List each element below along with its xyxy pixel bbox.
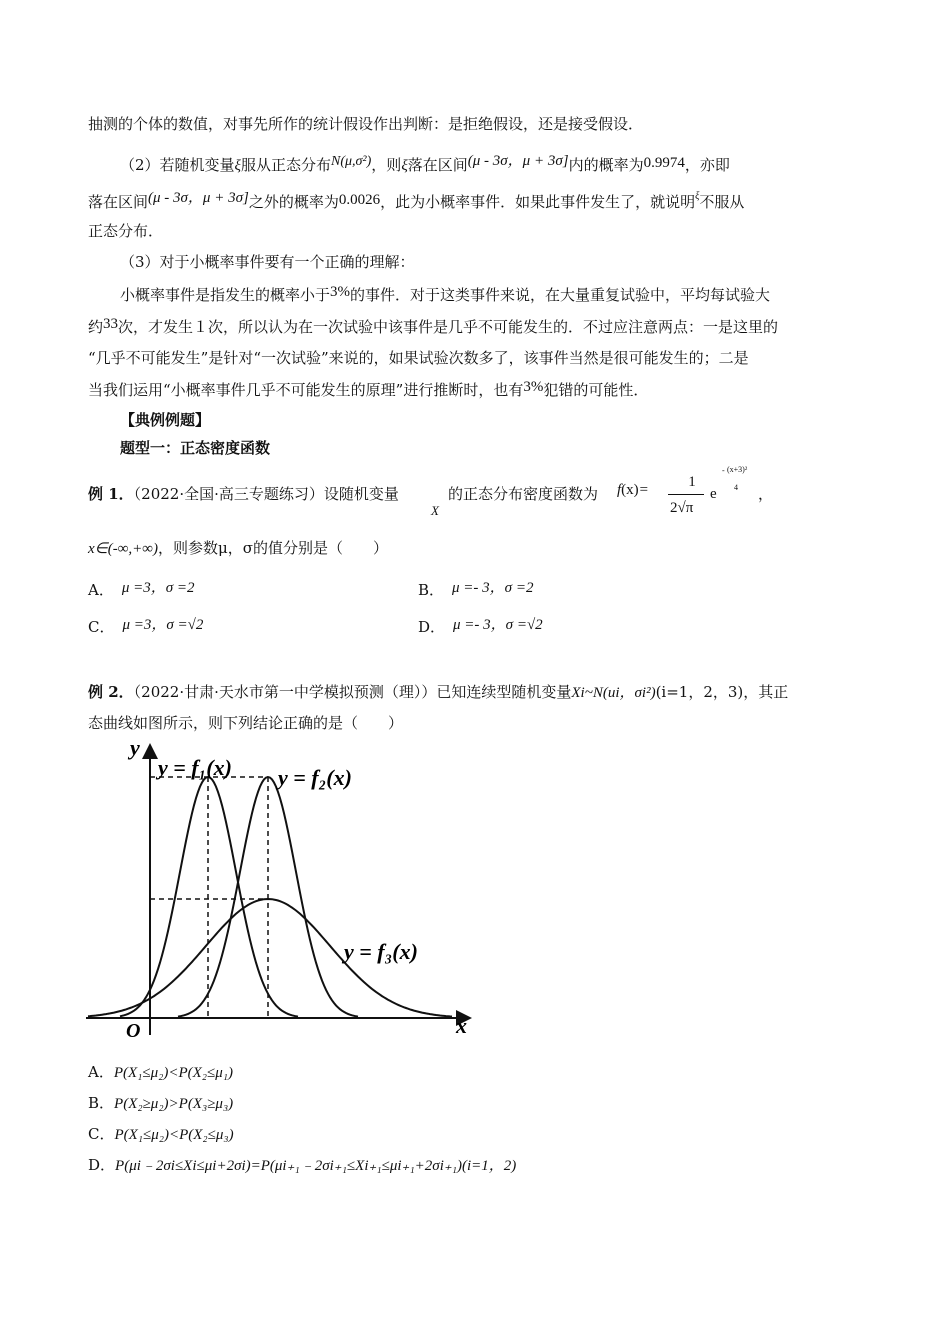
- text: 抽测的个体的数值，对事先所作的统计假设作出判断：是拒绝假设，还是接受假设．: [88, 115, 644, 133]
- text: 犯错的可能性．: [543, 381, 649, 399]
- option-text: P(X₂≥μ₂)>P(X₃≥μ₃): [114, 1096, 234, 1112]
- example-2-line-2: 态曲线如图所示，则下列结论正确的是（ ）: [88, 714, 404, 732]
- text: 的事件．对于这类事件来说，在大量重复试验中，平均每试验大: [350, 286, 771, 304]
- x-axis-label: x: [456, 1013, 467, 1038]
- option-text: μ =3，σ =√2: [122, 617, 204, 633]
- math-xi: ξ: [401, 158, 408, 174]
- math-var-x: X: [431, 503, 439, 518]
- example-1-line-1: [88, 484, 399, 504]
- option-letter: B．: [88, 1094, 115, 1112]
- text: （2）若随机变量: [120, 156, 235, 174]
- option-letter: A．: [88, 581, 114, 599]
- text: 落在区间: [407, 156, 468, 174]
- math-number: 33: [103, 316, 119, 332]
- option-d[interactable]: [418, 617, 543, 638]
- option-a[interactable]: [88, 580, 195, 601]
- label-f1: y = f₁(x): [158, 755, 232, 780]
- text: （2022·全国·高三专题练习）设随机变量: [133, 485, 399, 503]
- text: 之外的概率为: [248, 193, 339, 211]
- paragraph-line-5: [120, 252, 415, 272]
- normal-curves-graph: [80, 735, 480, 1045]
- option-letter: C．: [88, 618, 115, 636]
- frac-numerator: 1: [688, 474, 696, 490]
- origin-label: O: [126, 1020, 141, 1042]
- example-1-text-b: 的正态分布密度函数为: [448, 485, 599, 503]
- text: (i=1，2，3)，其正: [655, 683, 789, 701]
- option-text: P(X₁≤μ₂)<P(X₂≤μ₁): [113, 1065, 233, 1081]
- math-interval: (μ - 3σ，μ + 3σ]: [148, 190, 249, 206]
- math-var: Xi~N(ui，σi²): [571, 685, 656, 701]
- paragraph-line-9: [88, 380, 648, 401]
- option-text: μ =3，σ =2: [121, 580, 195, 596]
- text: ，则: [371, 156, 402, 174]
- option-text: μ =- 3，σ =2: [452, 580, 534, 596]
- label-f3: y = f₃(x): [344, 939, 418, 964]
- math-prob: 0.0026: [338, 192, 381, 208]
- option-2c[interactable]: [88, 1124, 234, 1145]
- text: 次，才发生１次，所以认为在一次试验中该事件是几乎不可能发生的．不过应注意两点：一是这里的: [118, 318, 779, 336]
- option-text: P(X₁≤μ₂)<P(X₂≤μ₃): [114, 1127, 234, 1143]
- option-letter: B．: [418, 581, 445, 599]
- option-text: P(μi﹣2σi≤Xi≤μi+2σi)=P(μi₊₁﹣2σi₊₁≤Xi₊₁≤μi₊₁+2σi₊₁)(i=1，2): [115, 1158, 517, 1174]
- math-interval: (μ - 3σ，μ + 3σ]: [467, 153, 569, 169]
- option-2a[interactable]: [88, 1062, 233, 1083]
- option-letter: D．: [88, 1156, 116, 1174]
- option-letter: C．: [88, 1125, 115, 1143]
- math-f-symbol: f: [617, 482, 622, 498]
- math-percent: 3%: [330, 284, 351, 300]
- paragraph-line-3: [88, 192, 744, 215]
- text: 约: [88, 318, 104, 336]
- text: 服从正态分布: [240, 156, 331, 174]
- paragraph-line-4: [88, 221, 163, 241]
- math-eq: =: [638, 482, 649, 498]
- math-f: [617, 480, 649, 500]
- text: ，亦即: [684, 156, 730, 174]
- example-2-line-1: [88, 682, 788, 703]
- text: 不服从: [699, 193, 745, 211]
- paragraph-line-2: [120, 155, 730, 177]
- math-xi: ξ: [695, 191, 700, 202]
- math-domain: x∈(-∞,+∞): [88, 541, 158, 557]
- text: 当我们运用“小概率事件几乎不可能发生的原理”进行推断时，也有: [88, 381, 524, 399]
- label-f2: y = f₂(x): [278, 765, 352, 790]
- math-normal-dist: N(μ,σ²): [331, 154, 372, 169]
- option-b[interactable]: [418, 580, 533, 601]
- math-e: e: [710, 486, 717, 502]
- text: 正态分布．: [88, 222, 164, 240]
- curve-f1: [120, 777, 298, 1017]
- dashed-guides: [150, 777, 268, 1018]
- option-letter: A．: [88, 1063, 114, 1081]
- exp-num: (x+3)²: [727, 465, 748, 474]
- example-label: 例 1．: [88, 485, 134, 503]
- text: （3）对于小概率事件要有一个正确的理解：: [120, 253, 415, 271]
- comma: ，: [758, 485, 774, 503]
- text: ，此为小概率事件．如果此事件发生了，就说明: [380, 193, 696, 211]
- option-2d[interactable]: [88, 1155, 516, 1176]
- paragraph-line-7: [88, 317, 778, 338]
- paragraph-line-8: [88, 348, 749, 368]
- math-prob: 0.9974: [643, 155, 685, 171]
- frac-denominator: 2√π: [670, 500, 694, 516]
- text: ，则参数μ，σ的值分别是（ ）: [157, 539, 388, 557]
- example-1-line-2: [88, 538, 388, 559]
- option-c[interactable]: [88, 617, 203, 638]
- exp-minus: -: [722, 466, 725, 475]
- heading-examples: 【典例例题】: [120, 411, 211, 429]
- exp-den: 4: [734, 483, 738, 492]
- option-2b[interactable]: [88, 1093, 233, 1114]
- option-letter: D．: [418, 618, 446, 636]
- text: 内的概率为: [568, 156, 644, 174]
- text: 落在区间: [88, 193, 149, 211]
- math-xi: ξ: [234, 158, 241, 174]
- example-label: 例 2．: [88, 683, 134, 701]
- option-text: μ =- 3，σ =√2: [453, 617, 543, 633]
- text: 小概率事件是指发生的概率小于: [120, 286, 331, 304]
- heading-question-type: 题型一：正态密度函数: [120, 439, 271, 457]
- math-f-arg: (x): [621, 482, 639, 498]
- math-percent: 3%: [523, 379, 544, 395]
- paragraph-line-6: [120, 285, 770, 306]
- paragraph-line-1: [88, 114, 643, 134]
- text: “几乎不可能发生”是针对“一次试验”来说的，如果试验次数多了，该事件当然是很可能发生的；二是: [88, 349, 749, 367]
- y-axis-label: y: [130, 735, 140, 760]
- text: （2022·甘肃·天水市第一中学模拟预测（理））已知连续型随机变量: [133, 683, 572, 701]
- frac-bar: [668, 494, 704, 495]
